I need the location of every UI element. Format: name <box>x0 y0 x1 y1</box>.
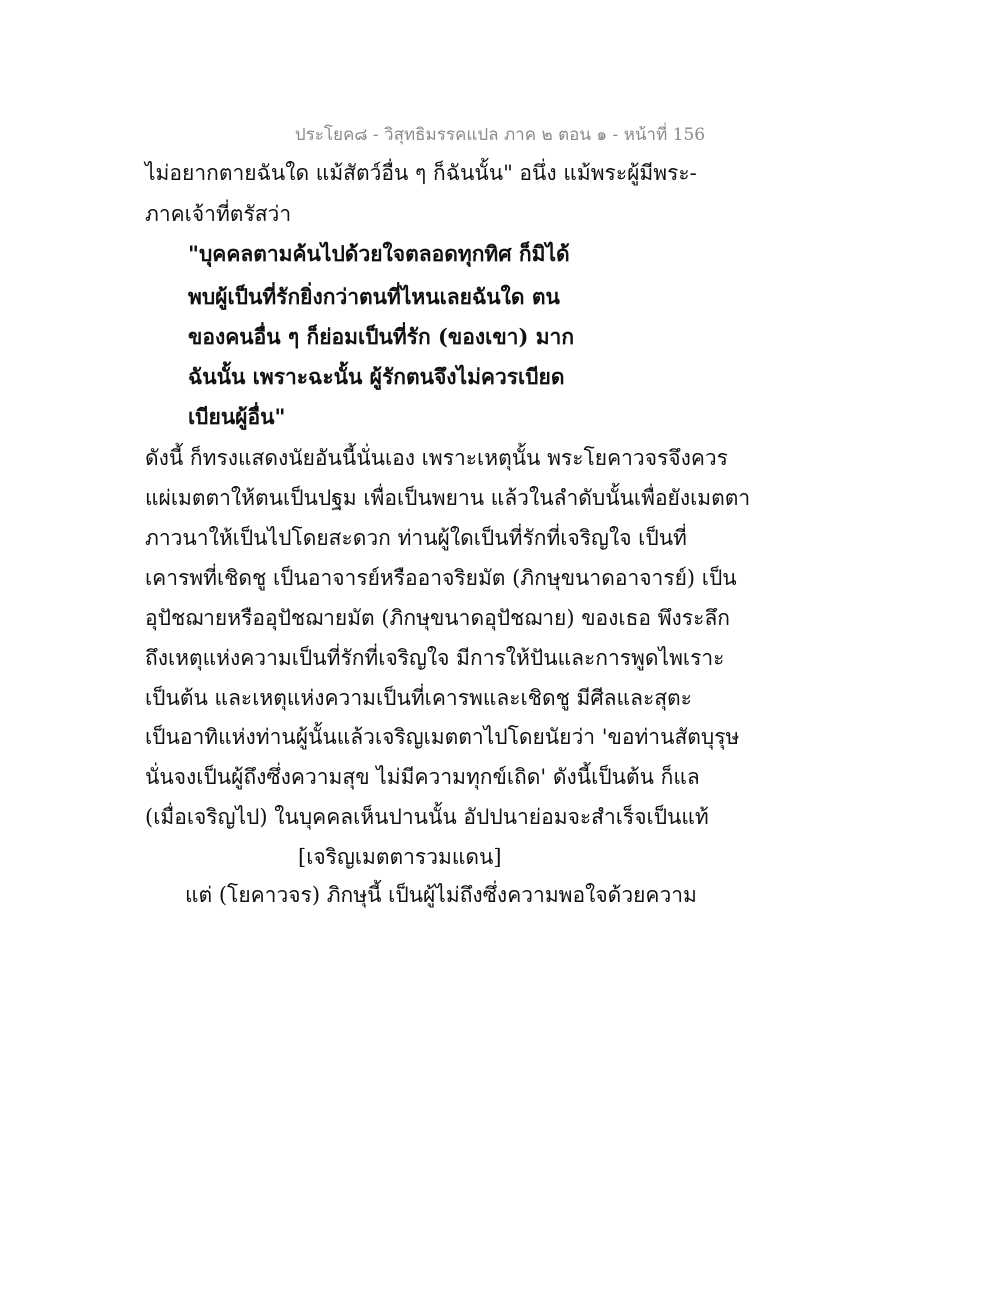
quote-line: เบียนผู้อื่น" <box>188 404 286 429</box>
text-line: เป็นต้น และเหตุแห่งความเป็นที่เคารพและเชิดชู มีศีลและสุตะ <box>145 686 692 710</box>
text-line: เป็นอาทิแห่งท่านผู้นั้นแล้วเจริญเมตตาไปโดยนัยว่า 'ขอท่านสัตบุรุษ <box>145 725 740 749</box>
quote-line: ฉันนั้น เพราะฉะนั้น ผู้รักตนจึงไม่ควรเบียด <box>188 364 565 389</box>
text-line: ภาวนาให้เป็นไปโดยสะดวก ท่านผู้ใดเป็นที่รักที่เจริญใจ เป็นที่ <box>145 526 687 550</box>
text-line: ไม่อยากตายฉันใด แม้สัตว์อื่น ๆ ก็ฉันนั้น" อนึ่ง แม้พระผู้มีพระ- <box>145 161 697 185</box>
text-line: แต่ (โยคาวจร) ภิกษุนี้ เป็นผู้ไม่ถึงซึ่งความพอใจด้วยความ <box>185 883 697 907</box>
section-subheading: [เจริญเมตตารวมแดน] <box>298 845 502 869</box>
text-line: ภาคเจ้าที่ตรัสว่า <box>145 202 292 226</box>
quote-line: "บุคคลตามค้นไปด้วยใจตลอดทุกทิศ ก็มิได้ <box>188 241 570 266</box>
text-line: นั่นจงเป็นผู้ถึงซึ่งความสุข ไม่มีความทุกข์เถิด' ดังนี้เป็นต้น ก็แล <box>145 765 700 789</box>
quote-line: พบผู้เป็นที่รักยิ่งกว่าตนที่ไหนเลยฉันใด ตน <box>188 284 560 309</box>
text-line: แผ่เมตตาให้ตนเป็นปฐม เพื่อเป็นพยาน แล้วในลำดับนั้นเพื่อยังเมตตา <box>145 486 751 510</box>
text-line: ดังนี้ ก็ทรงแสดงนัยอันนี้นั่นเอง เพราะเหตุนั้น พระโยคาวจรจึงควร <box>145 446 728 470</box>
text-line: ถึงเหตุแห่งความเป็นที่รักที่เจริญใจ มีการให้ปันและการพูดไพเราะ <box>145 646 725 670</box>
text-line: เคารพที่เชิดชู เป็นอาจารย์หรืออาจริยมัต (ภิกษุขนาดอาจารย์) เป็น <box>145 566 737 590</box>
text-line: อุปัชฌายหรืออุปัชฌายมัต (ภิกษุขนาดอุปัชฌาย) ของเธอ พึงระลึก <box>145 606 730 630</box>
text-line: (เมื่อเจริญไป) ในบุคคลเห็นปานนั้น อัปปนาย่อมจะสำเร็จเป็นแท้ <box>145 805 709 829</box>
page-header: ประโยค๘ - วิสุทธิมรรคแปล ภาค ๒ ตอน ๑ - หน้าที่ 156 <box>294 125 706 145</box>
quote-line: ของคนอื่น ๆ ก็ย่อมเป็นที่รัก (ของเขา) มาก <box>188 324 575 349</box>
